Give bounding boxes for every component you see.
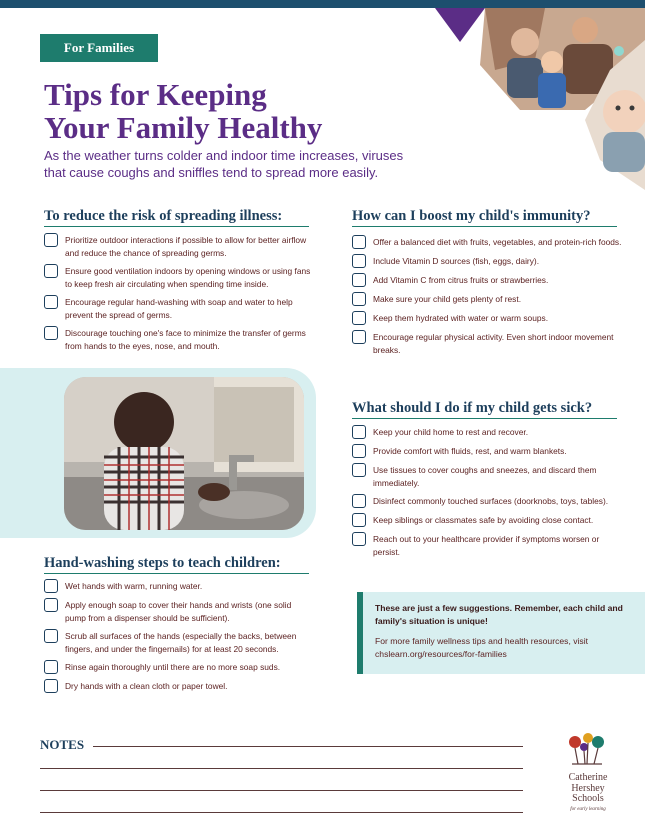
checklist-item: Add Vitamin C from citrus fruits or strawberries. [352,274,627,287]
checklist-item: Make sure your child gets plenty of rest. [352,293,627,306]
checklist-item: Ensure good ventilation indoors by opening windows or using fans to keep fresh air circulating when spending time inside. [44,265,314,290]
callout-resources-text[interactable]: For more family wellness tips and health resources, visit chslearn.org/resources/for-families [375,636,589,659]
checkbox[interactable] [352,273,366,287]
checkbox[interactable] [352,311,366,325]
checklist-item: Rinse again thoroughly until there are no more soap suds. [44,661,314,674]
checkbox[interactable] [44,679,58,693]
checkbox[interactable] [352,330,366,344]
checkbox[interactable] [44,326,58,340]
checkbox[interactable] [352,292,366,306]
notes-line[interactable] [40,812,523,813]
checklist-item: Reach out to your healthcare provider if symptoms worsen or persist. [352,533,627,558]
checkbox[interactable] [352,254,366,268]
checkbox[interactable] [44,629,58,643]
sick-heading: What should I do if my child gets sick? [352,400,593,416]
sick-list [352,426,627,564]
checkbox[interactable] [352,532,366,546]
checklist-item: Wet hands with warm, running water. [44,580,314,593]
notes-line[interactable] [93,746,523,747]
checklist-item: Keep siblings or classmates safe by avoiding close contact. [352,514,627,527]
checkbox[interactable] [44,598,58,612]
notes-line[interactable] [40,768,523,769]
checklist-item: Prioritize outdoor interactions if possible to allow for better airflow and reduce the chance of spreading germs. [44,234,314,259]
school-logo [548,730,628,820]
teal-dot-accent [614,46,624,56]
handwashing-heading: Hand-washing steps to teach children: [44,555,281,571]
suggestions-callout [357,592,645,674]
immunity-divider [352,226,617,227]
checkbox[interactable] [352,425,366,439]
notes-line[interactable] [40,790,523,791]
checklist-item: Encourage regular hand-washing with soap and water to help prevent the spread of germs. [44,296,314,321]
checkbox[interactable] [44,295,58,309]
checkbox[interactable] [352,463,366,477]
checkbox[interactable] [44,660,58,674]
logo-tagline: for early learning [570,807,606,812]
callout-bold-text: These are just a few suggestions. Remember, each child and family's situation is unique! [375,603,623,626]
checkbox[interactable] [352,235,366,249]
checklist-item: Use tissues to cover coughs and sneezes, and discard them immediately. [352,464,627,489]
notes-label: NOTES [40,737,85,752]
title-line-2: Your Family Healthy [44,110,323,145]
family-photo-collage [425,0,645,190]
child-handwashing-photo [64,377,304,530]
for-families-tag: For Families [40,34,158,62]
callout-accent-bar [357,592,363,674]
page-subtitle: As the weather turns colder and indoor time increases, viruses that cause coughs and sniffles tend to spread more easily. [44,148,404,180]
checklist-item: Provide comfort with fluids, rest, and warm blankets. [352,445,627,458]
immunity-heading: How can I boost my child's immunity? [352,208,591,224]
handwashing-list [44,580,314,699]
checklist-item: Discourage touching one's face to minimize the transfer of germs from hands to the eyes, nose, and mouth. [44,327,314,352]
checkbox[interactable] [44,579,58,593]
checklist-item: Scrub all surfaces of the hands (especially the backs, between fingers, and under the fingernails) for at least 20 seconds. [44,630,314,655]
checklist-item: Encourage regular physical activity. Even short indoor movement breaks. [352,331,627,356]
handwashing-divider [44,573,309,574]
checkbox[interactable] [44,264,58,278]
checkbox[interactable] [44,233,58,247]
logo-name: Catherine Hershey Schools [568,772,608,804]
sick-divider [352,418,617,419]
checklist-item: Dry hands with a clean cloth or paper towel. [44,680,314,693]
title-line-1: Tips for Keeping [44,77,267,112]
page-title [44,78,384,144]
checklist-item: Keep your child home to rest and recover. [352,426,627,439]
checkbox[interactable] [352,513,366,527]
checklist-item: Keep them hydrated with water or warm soups. [352,312,627,325]
checkbox[interactable] [352,494,366,508]
checklist-item: Offer a balanced diet with fruits, vegetables, and protein-rich foods. [352,236,627,249]
purple-triangle-accent [435,8,485,42]
checkbox[interactable] [352,444,366,458]
reduce-risk-divider [44,226,309,227]
checklist-item: Include Vitamin D sources (fish, eggs, dairy). [352,255,627,268]
immunity-list [352,236,627,362]
flower-logo-icon [548,730,628,772]
reduce-risk-heading: To reduce the risk of spreading illness: [44,208,283,224]
checklist-item: Disinfect commonly touched surfaces (doorknobs, toys, tables). [352,495,627,508]
reduce-risk-list [44,234,314,358]
checklist-item: Apply enough soap to cover their hands and wrists (one solid pump from a dispenser should be sufficient). [44,599,314,624]
